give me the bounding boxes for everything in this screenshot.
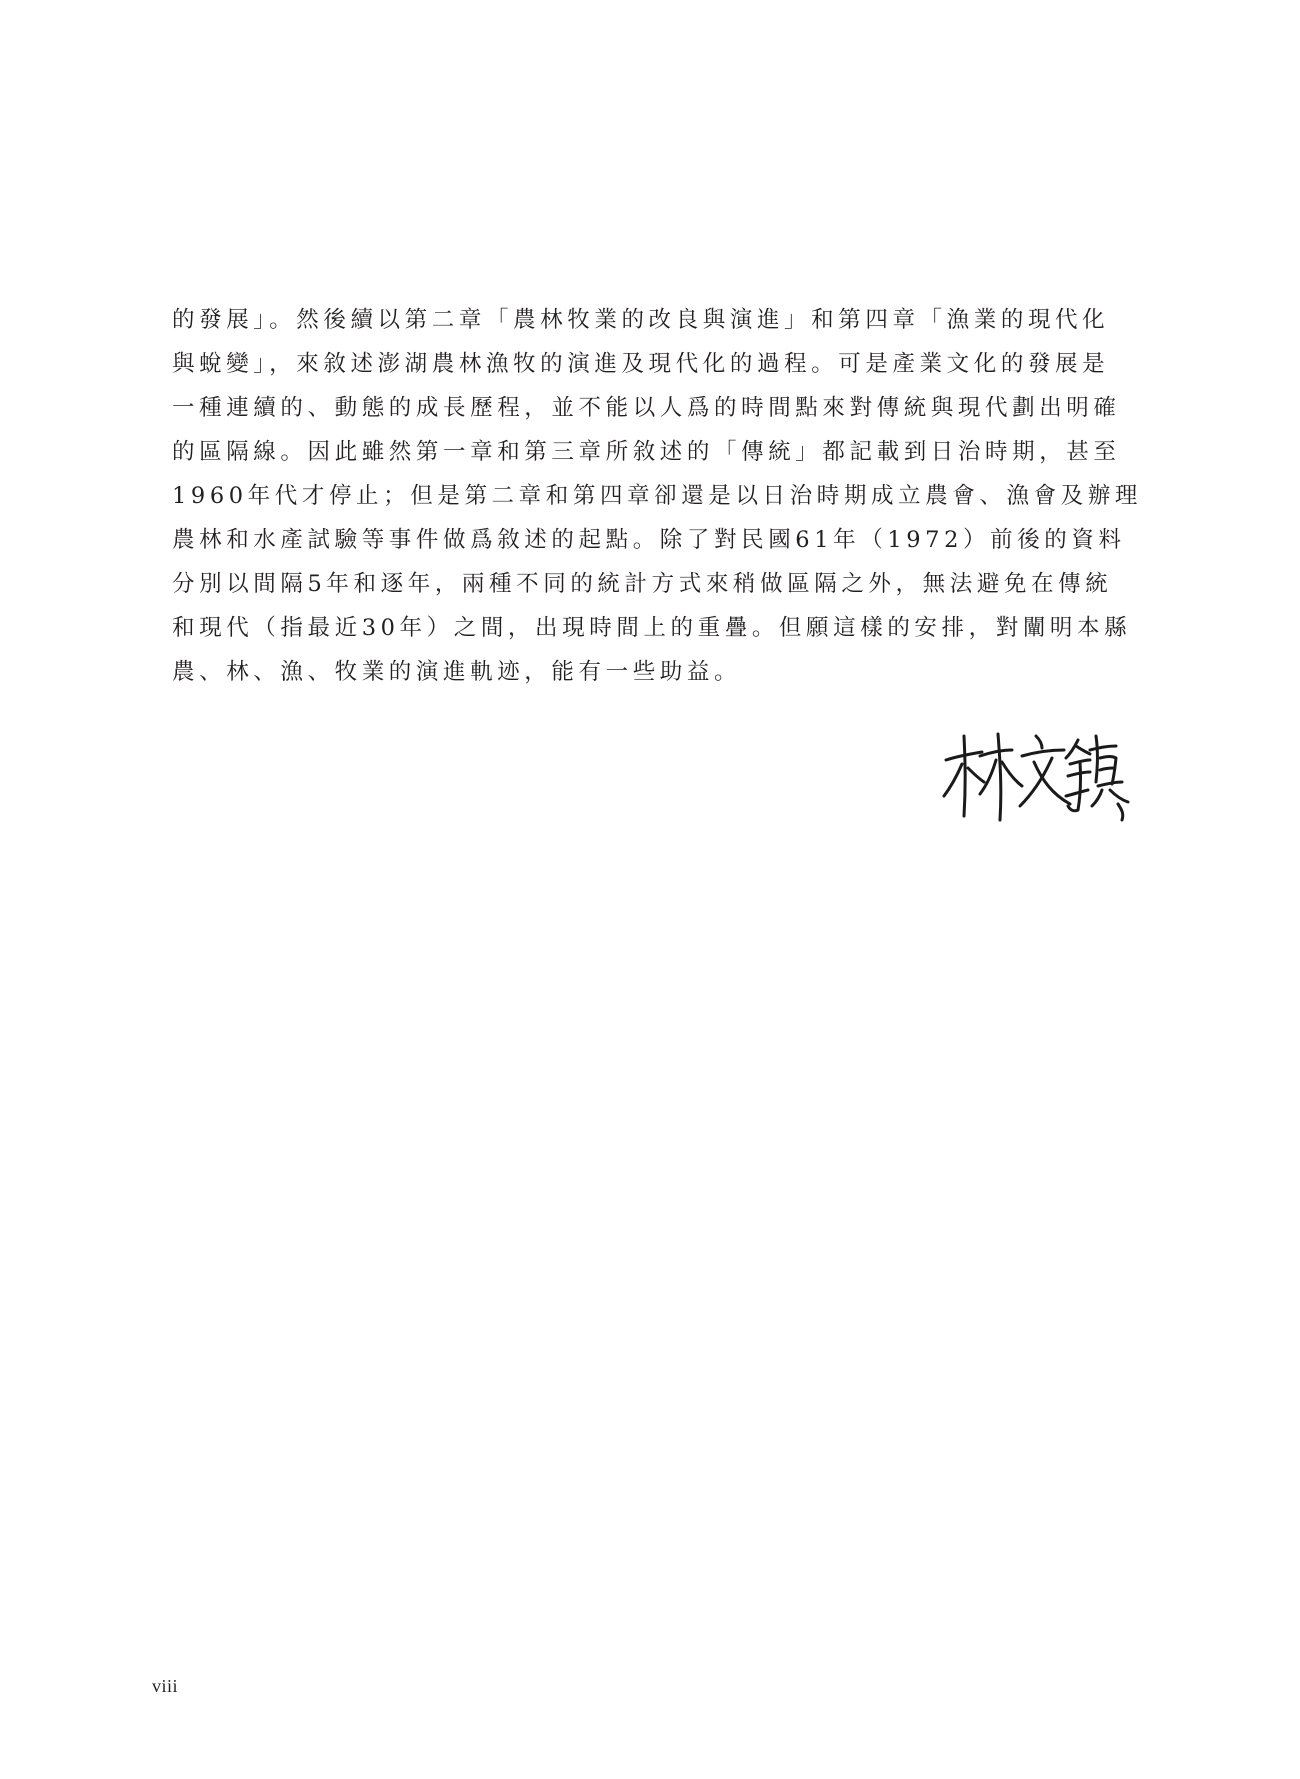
text-line: 的區隔線。因此雖然第一章和第三章所敘述的「傳統」都記載到日治時期，甚至 (172, 439, 1121, 465)
text-line: 分別以間隔5年和逐年，兩種不同的統計方式來稍做區隔之外，無法避免在傳統 (172, 571, 1113, 597)
body-paragraph (172, 298, 1142, 694)
text-line: 農、林、漁、牧業的演進軌迹，能有一些助益。 (172, 659, 742, 685)
text-line: 和現代（指最近30年）之間，出現時間上的重疊。但願這樣的安排，對闡明本縣 (172, 615, 1132, 641)
author-signature (940, 730, 1130, 825)
text-line: 的發展」。然後續以第二章「農林牧業的改良與演進」和第四章「漁業的現代化 (172, 307, 1110, 333)
text-line: 一種連續的、動態的成長歷程，並不能以人爲的時間點來對傳統與現代劃出明確 (172, 395, 1121, 421)
text-line: 1960年代才停止；但是第二章和第四章卻還是以日治時期成立農會、漁會及辦理 (172, 483, 1142, 509)
page-number: viii (152, 1676, 179, 1696)
text-line: 與蛻變」，來敘述澎湖農林漁牧的演進及現代化的過程。可是產業文化的發展是 (172, 351, 1110, 377)
text-line: 農林和水產試驗等事件做爲敘述的起點。除了對民國61年（1972）前後的資料 (172, 527, 1126, 553)
